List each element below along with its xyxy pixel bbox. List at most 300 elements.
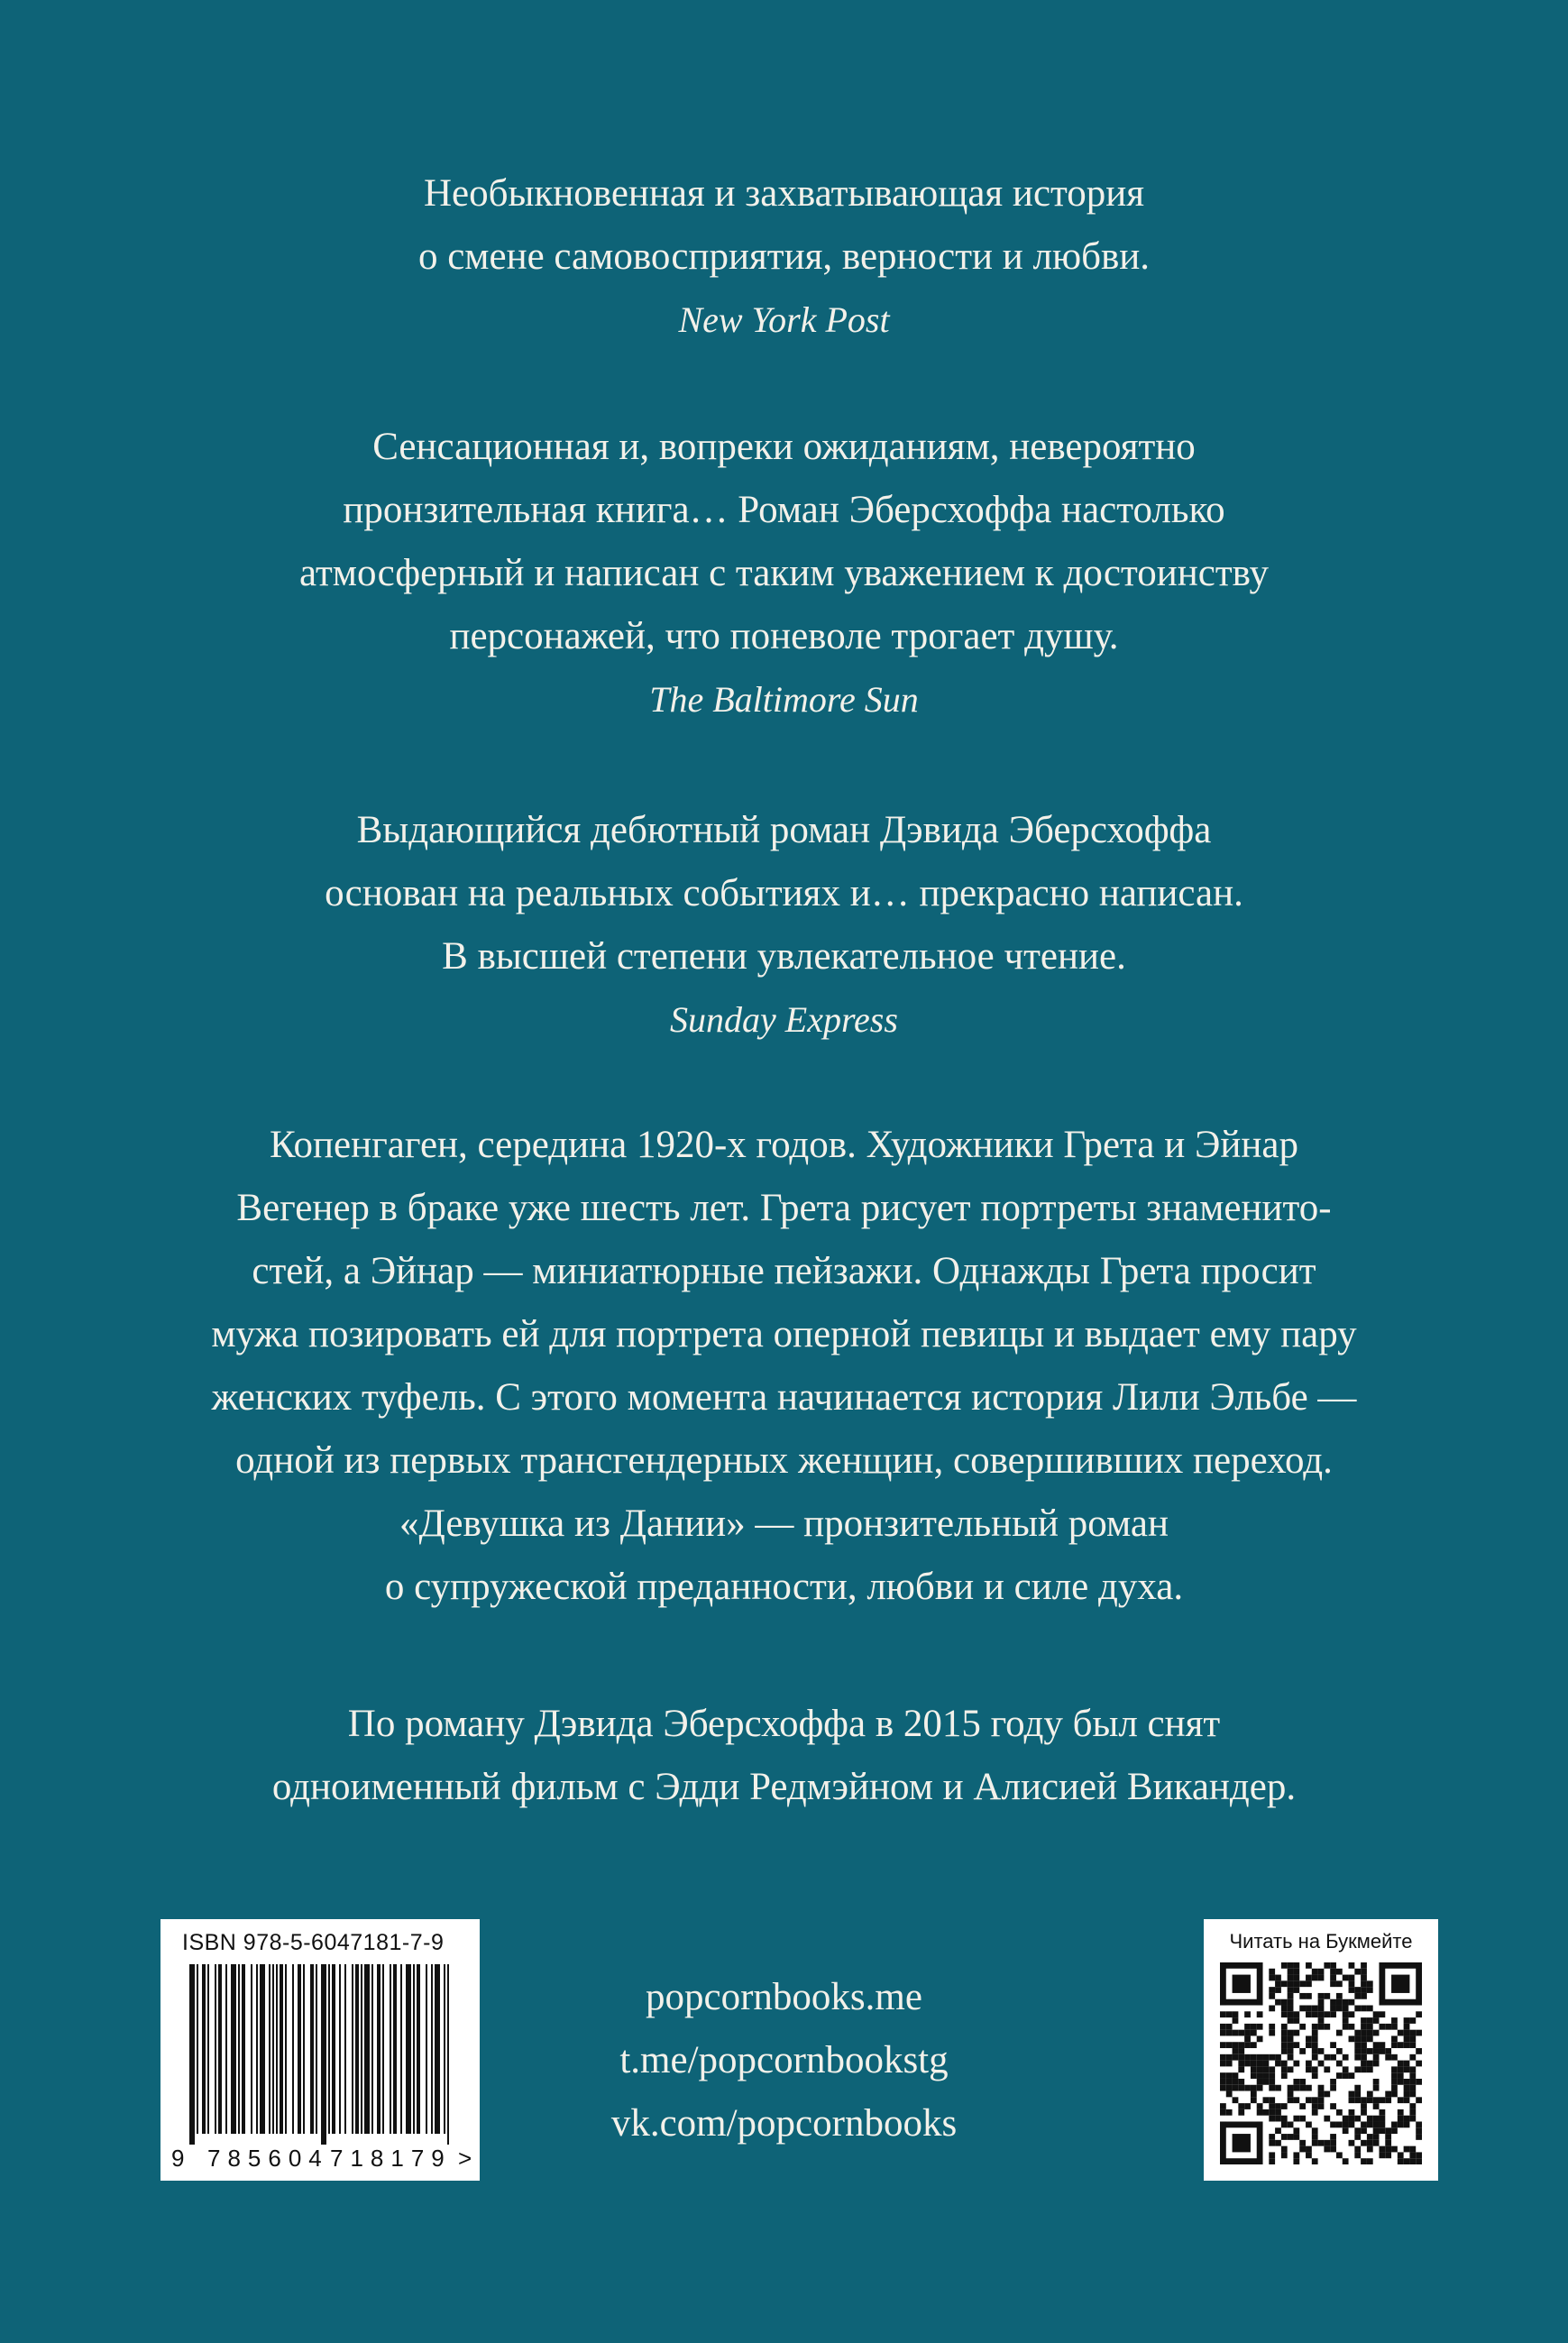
qr-module — [1312, 2134, 1318, 2140]
qr-module — [1281, 2042, 1288, 2048]
qr-module — [1269, 2024, 1275, 2030]
qr-module — [1373, 2054, 1380, 2061]
qr-finder — [1233, 2134, 1251, 2152]
quote-source: New York Post — [678, 299, 890, 340]
qr-module — [1416, 2121, 1422, 2127]
qr-module — [1330, 1980, 1336, 1987]
qr-module — [1318, 1969, 1325, 1975]
qr-module — [1312, 2097, 1318, 2103]
qr-module — [1349, 2072, 1355, 2079]
qr-module — [1293, 2079, 1299, 2085]
qr-module — [1330, 2085, 1336, 2091]
ean-digit-first: 9 — [171, 2145, 185, 2172]
qr-module — [1330, 2103, 1336, 2109]
qr-module — [1226, 2072, 1233, 2079]
qr-module — [1354, 2054, 1361, 2061]
qr-module — [1312, 2127, 1318, 2134]
qr-module — [1367, 2146, 1373, 2153]
qr-module — [1343, 2072, 1349, 2079]
qr-module — [1409, 2030, 1416, 2036]
qr-module — [1281, 2134, 1288, 2140]
qr-module — [1233, 2079, 1239, 2085]
qr-module — [1306, 1993, 1312, 1999]
qr-module — [1293, 2011, 1299, 2017]
qr-module — [1299, 1980, 1306, 1987]
qr-module — [1416, 2134, 1422, 2140]
link-vk[interactable]: vk.com/popcornbooks — [610, 2102, 958, 2145]
qr-module — [1226, 2042, 1233, 2048]
qr-module — [1257, 2085, 1263, 2091]
qr-module — [1398, 2158, 1404, 2164]
qr-module — [1269, 2116, 1275, 2122]
qr-module — [1251, 2054, 1257, 2061]
annotation-line: стей, а Эйнар — миниатюрные пейзажи. Однажды Грета просит — [252, 1250, 1316, 1292]
qr-module — [1238, 2054, 1244, 2061]
qr-module — [1299, 2103, 1306, 2109]
qr-module — [1288, 2006, 1294, 2012]
qr-module — [1269, 2158, 1275, 2164]
qr-module — [1367, 2035, 1373, 2042]
qr-module — [1349, 2109, 1355, 2116]
qr-module — [1409, 2103, 1416, 2109]
qr-module — [1312, 2140, 1318, 2146]
qr-module — [1263, 2072, 1270, 2079]
qr-module — [1312, 2158, 1318, 2164]
qr-module — [1367, 2030, 1373, 2036]
qr-module — [1398, 2042, 1404, 2048]
qr-finder — [1220, 2158, 1263, 2164]
qr-module — [1306, 1962, 1312, 1969]
ean-digits-right: 718179 — [330, 2145, 452, 2172]
qr-module — [1379, 2024, 1385, 2030]
qr-module — [1343, 2127, 1349, 2134]
qr-module — [1312, 2011, 1318, 2017]
qr-module — [1354, 2030, 1361, 2036]
qr-module — [1385, 2134, 1391, 2140]
qr-module — [1238, 2103, 1244, 2109]
qr-module — [1220, 2085, 1226, 2091]
qr-module — [1324, 2011, 1330, 2017]
qr-module — [1257, 2109, 1263, 2116]
qr-module — [1361, 1980, 1367, 1987]
qr-module — [1354, 2085, 1361, 2091]
qr-module — [1288, 2066, 1294, 2072]
qr-module — [1391, 2091, 1398, 2098]
qr-module — [1416, 2097, 1422, 2103]
qr-module — [1238, 2109, 1244, 2116]
qr-module — [1299, 2048, 1306, 2054]
qr-module — [1220, 2061, 1226, 2067]
qr-label: Читать на Букмейте — [1229, 1930, 1413, 1952]
qr-module — [1391, 2035, 1398, 2042]
qr-module — [1404, 2061, 1410, 2067]
film-note-line: одноименный фильм с Эдди Редмэйном и Алисией Викандер. — [271, 1766, 1297, 1808]
qr-module — [1391, 2017, 1398, 2024]
qr-module — [1343, 2024, 1349, 2030]
qr-module — [1330, 2079, 1336, 2085]
qr-module — [1293, 2127, 1299, 2134]
qr-module — [1251, 2072, 1257, 2079]
annotation-line: Копенгаген, середина 1920-х годов. Художники Грета и Эйнар — [270, 1124, 1298, 1166]
qr-module — [1416, 2079, 1422, 2085]
qr-module — [1281, 1999, 1288, 2006]
qr-module — [1288, 2035, 1294, 2042]
qr-module — [1318, 1975, 1325, 1981]
qr-module — [1349, 2091, 1355, 2098]
qr-module — [1269, 2140, 1275, 2146]
qr-module — [1324, 2091, 1330, 2098]
qr-module — [1385, 2091, 1391, 2098]
qr-module — [1293, 1962, 1299, 1969]
qr-module — [1244, 2042, 1251, 2048]
qr-module — [1398, 2121, 1404, 2127]
qr-module — [1361, 1962, 1367, 1969]
qr-module — [1257, 2061, 1263, 2067]
qr-module — [1416, 2048, 1422, 2054]
book-annotation — [0, 1114, 1568, 1619]
qr-module — [1226, 2061, 1233, 2067]
qr-module — [1324, 2146, 1330, 2153]
qr-module — [1349, 1980, 1355, 1987]
qr-module — [1269, 2079, 1275, 2085]
qr-module — [1361, 2158, 1367, 2164]
qr-module — [1409, 2091, 1416, 2098]
qr-module — [1409, 2109, 1416, 2116]
qr-module — [1312, 2054, 1318, 2061]
qr-module — [1306, 2097, 1312, 2103]
qr-module — [1349, 1962, 1355, 1969]
qr-module — [1275, 2109, 1281, 2116]
annotation-line: «Девушка из Дании» — пронзительный роман — [399, 1502, 1169, 1545]
qr-module — [1275, 1980, 1281, 1987]
quote-line: Сенсационная и, вопреки ожиданиям, невероятно — [372, 426, 1196, 468]
qr-module — [1288, 1975, 1294, 1981]
qr-module — [1354, 2134, 1361, 2140]
qr-module — [1293, 1969, 1299, 1975]
qr-finder — [1391, 1975, 1409, 1993]
qr-module — [1244, 2011, 1251, 2017]
qr-module — [1367, 2158, 1373, 2164]
quote-sunday-express — [0, 799, 1568, 1052]
qr-module — [1288, 2048, 1294, 2054]
qr-module — [1391, 2072, 1398, 2079]
qr-module — [1293, 2152, 1299, 2158]
qr-module — [1269, 2030, 1275, 2036]
qr-module — [1288, 1999, 1294, 2006]
qr-module — [1226, 2091, 1233, 2098]
qr-module — [1361, 1969, 1367, 1975]
qr-module — [1330, 2006, 1336, 2012]
qr-module — [1220, 2079, 1226, 2085]
qr-module — [1312, 2042, 1318, 2048]
bookmate-qr[interactable] — [1204, 1919, 1438, 2181]
qr-module — [1354, 1969, 1361, 1975]
qr-module — [1238, 2079, 1244, 2085]
qr-module — [1306, 2066, 1312, 2072]
qr-module — [1404, 2042, 1410, 2048]
qr-module — [1398, 2066, 1404, 2072]
qr-module — [1299, 2146, 1306, 2153]
qr-module — [1367, 2091, 1373, 2098]
qr-module — [1233, 2030, 1239, 2036]
qr-module — [1281, 2121, 1288, 2127]
qr-module — [1281, 2072, 1288, 2079]
film-note — [0, 1693, 1568, 1819]
qr-module — [1336, 2121, 1343, 2127]
qr-module — [1391, 2146, 1398, 2153]
qr-module — [1263, 2109, 1270, 2116]
qr-module — [1226, 2024, 1233, 2030]
qr-module — [1281, 2152, 1288, 2158]
qr-module — [1330, 2121, 1336, 2127]
qr-module — [1299, 1993, 1306, 1999]
qr-module — [1336, 2048, 1343, 2054]
link-telegram[interactable]: t.me/popcornbookstg — [619, 2039, 949, 2081]
qr-module — [1398, 2097, 1404, 2103]
qr-module — [1373, 2011, 1380, 2017]
qr-module — [1263, 2054, 1270, 2061]
qr-module — [1293, 1987, 1299, 1993]
qr-module — [1330, 2140, 1336, 2146]
qr-module — [1354, 2127, 1361, 2134]
qr-module — [1233, 2072, 1239, 2079]
qr-module — [1318, 2140, 1325, 2146]
qr-module — [1373, 2017, 1380, 2024]
qr-module — [1238, 2066, 1244, 2072]
qr-module — [1324, 2066, 1330, 2072]
qr-module — [1251, 2066, 1257, 2072]
qr-module — [1416, 2030, 1422, 2036]
qr-module — [1354, 2066, 1361, 2072]
qr-module — [1244, 2085, 1251, 2091]
link-website[interactable]: popcornbooks.me — [646, 1976, 922, 2018]
quote-line: Необыкновенная и захватывающая история — [423, 172, 1145, 215]
qr-module — [1373, 2103, 1380, 2109]
qr-module — [1238, 2061, 1244, 2067]
qr-module — [1293, 2030, 1299, 2036]
qr-module — [1373, 2085, 1380, 2091]
qr-module — [1336, 2006, 1343, 2012]
qr-module — [1379, 2146, 1385, 2153]
qr-module — [1293, 2158, 1299, 2164]
qr-module — [1269, 1987, 1275, 1993]
qr-module — [1324, 2140, 1330, 2146]
quote-line: пронзительная книга… Роман Эберсхоффа настолько — [343, 489, 1225, 531]
qr-module — [1306, 2121, 1312, 2127]
qr-module — [1373, 2079, 1380, 2085]
qr-module — [1404, 2066, 1410, 2072]
qr-module — [1288, 1993, 1294, 1999]
qr-module — [1269, 2152, 1275, 2158]
qr-module — [1336, 2109, 1343, 2116]
qr-module — [1312, 1969, 1318, 1975]
qr-code-icon — [1220, 1962, 1422, 2164]
qr-module — [1269, 2072, 1275, 2079]
qr-module — [1281, 2006, 1288, 2012]
qr-module — [1281, 2030, 1288, 2036]
qr-module — [1409, 2085, 1416, 2091]
qr-module — [1343, 2017, 1349, 2024]
qr-module — [1312, 2030, 1318, 2036]
qr-module — [1367, 2121, 1373, 2127]
qr-module — [1288, 1962, 1294, 1969]
qr-module — [1281, 2035, 1288, 2042]
qr-module — [1379, 2116, 1385, 2122]
qr-module — [1293, 1975, 1299, 1981]
qr-module — [1244, 2030, 1251, 2036]
annotation-line: Вегенер в браке уже шесть лет. Грета рисует портреты знаменито- — [236, 1187, 1332, 1229]
qr-module — [1226, 2079, 1233, 2085]
qr-module — [1269, 2085, 1275, 2091]
qr-module — [1391, 2085, 1398, 2091]
qr-module — [1361, 1993, 1367, 1999]
qr-module — [1367, 1987, 1373, 1993]
qr-module — [1404, 2030, 1410, 2036]
qr-module — [1409, 2158, 1416, 2164]
qr-module — [1281, 2048, 1288, 2054]
qr-module — [1324, 1962, 1330, 1969]
qr-module — [1275, 2140, 1281, 2146]
isbn-number: ISBN 978-5-6047181-7-9 — [182, 1930, 445, 1955]
qr-module — [1398, 2152, 1404, 2158]
qr-module — [1354, 2116, 1361, 2122]
qr-module — [1263, 2097, 1270, 2103]
qr-module — [1257, 2035, 1263, 2042]
qr-module — [1343, 2121, 1349, 2127]
qr-module — [1409, 2079, 1416, 2085]
qr-module — [1257, 2024, 1263, 2030]
qr-finder — [1257, 1962, 1263, 2006]
annotation-line: о супружеской преданности, любви и силе духа. — [384, 1566, 1184, 1608]
qr-module — [1404, 2146, 1410, 2153]
qr-module — [1220, 2042, 1226, 2048]
qr-module — [1385, 2024, 1391, 2030]
qr-module — [1404, 2097, 1410, 2103]
qr-module — [1238, 2042, 1244, 2048]
qr-module — [1288, 2011, 1294, 2017]
qr-module — [1354, 2091, 1361, 2098]
qr-module — [1373, 2048, 1380, 2054]
qr-module — [1281, 2116, 1288, 2122]
quote-new-york-post — [0, 162, 1568, 352]
qr-module — [1379, 2048, 1385, 2054]
qr-module — [1312, 2024, 1318, 2030]
qr-module — [1373, 2042, 1380, 2048]
qr-module — [1318, 1993, 1325, 1999]
qr-module — [1281, 1980, 1288, 1987]
qr-module — [1288, 2134, 1294, 2140]
qr-module — [1336, 1980, 1343, 1987]
qr-module — [1367, 2134, 1373, 2140]
qr-module — [1361, 2127, 1367, 2134]
qr-module — [1306, 2085, 1312, 2091]
qr-module — [1299, 2085, 1306, 2091]
quote-source: The Baltimore Sun — [649, 679, 919, 720]
ean-digits-left: 785604 — [207, 2145, 329, 2172]
qr-finder — [1416, 1962, 1422, 2006]
qr-module — [1349, 2011, 1355, 2017]
qr-module — [1251, 2091, 1257, 2098]
qr-module — [1293, 2017, 1299, 2024]
qr-module — [1251, 2097, 1257, 2103]
qr-module — [1343, 2066, 1349, 2072]
qr-module — [1379, 2109, 1385, 2116]
qr-module — [1312, 2048, 1318, 2054]
qr-module — [1373, 2030, 1380, 2036]
qr-module — [1398, 2061, 1404, 2067]
qr-module — [1409, 2072, 1416, 2079]
qr-module — [1275, 2054, 1281, 2061]
qr-module — [1373, 2134, 1380, 2140]
qr-module — [1318, 2006, 1325, 2012]
qr-module — [1299, 2116, 1306, 2122]
qr-module — [1306, 2011, 1312, 2017]
qr-module — [1312, 2006, 1318, 2012]
qr-module — [1404, 2079, 1410, 2085]
qr-module — [1349, 2024, 1355, 2030]
qr-module — [1404, 2035, 1410, 2042]
qr-finder — [1379, 1962, 1422, 1969]
qr-module — [1324, 2024, 1330, 2030]
qr-module — [1238, 2048, 1244, 2054]
qr-module — [1288, 2017, 1294, 2024]
qr-module — [1251, 2024, 1257, 2030]
qr-module — [1299, 2024, 1306, 2030]
qr-module — [1361, 1987, 1367, 1993]
qr-module — [1306, 2152, 1312, 2158]
qr-module — [1233, 2048, 1239, 2054]
qr-finder — [1379, 1962, 1385, 2006]
qr-module — [1275, 2103, 1281, 2109]
annotation-line: мужа позировать ей для портрета оперной певицы и выдает ему пару — [211, 1313, 1357, 1355]
qr-module — [1269, 2054, 1275, 2061]
qr-module — [1398, 2079, 1404, 2085]
qr-module — [1288, 2097, 1294, 2103]
film-note-line: По роману Дэвида Эберсхоффа в 2015 году был снят — [347, 1703, 1221, 1745]
qr-module — [1354, 2042, 1361, 2048]
qr-module — [1293, 2042, 1299, 2048]
quote-source: Sunday Express — [670, 999, 898, 1040]
qr-module — [1409, 2152, 1416, 2158]
qr-module — [1330, 1969, 1336, 1975]
qr-module — [1244, 2054, 1251, 2061]
qr-module — [1409, 2017, 1416, 2024]
qr-finder — [1220, 1962, 1226, 2006]
qr-module — [1361, 2066, 1367, 2072]
qr-module — [1263, 2061, 1270, 2067]
qr-module — [1343, 2011, 1349, 2017]
qr-module — [1416, 2061, 1422, 2067]
qr-module — [1367, 2017, 1373, 2024]
qr-module — [1318, 1999, 1325, 2006]
qr-module — [1220, 2054, 1226, 2061]
qr-module — [1343, 2054, 1349, 2061]
qr-module — [1281, 2011, 1288, 2017]
qr-module — [1349, 1987, 1355, 1993]
qr-module — [1354, 2146, 1361, 2153]
qr-module — [1293, 2116, 1299, 2122]
qr-module — [1330, 2146, 1336, 2153]
qr-module — [1343, 2116, 1349, 2122]
qr-module — [1269, 2097, 1275, 2103]
qr-finder — [1257, 2121, 1263, 2164]
qr-module — [1269, 2066, 1275, 2072]
qr-module — [1244, 2061, 1251, 2067]
qr-module — [1226, 2109, 1233, 2116]
qr-module — [1367, 2140, 1373, 2146]
qr-finder — [1233, 1975, 1251, 1993]
qr-module — [1385, 2152, 1391, 2158]
